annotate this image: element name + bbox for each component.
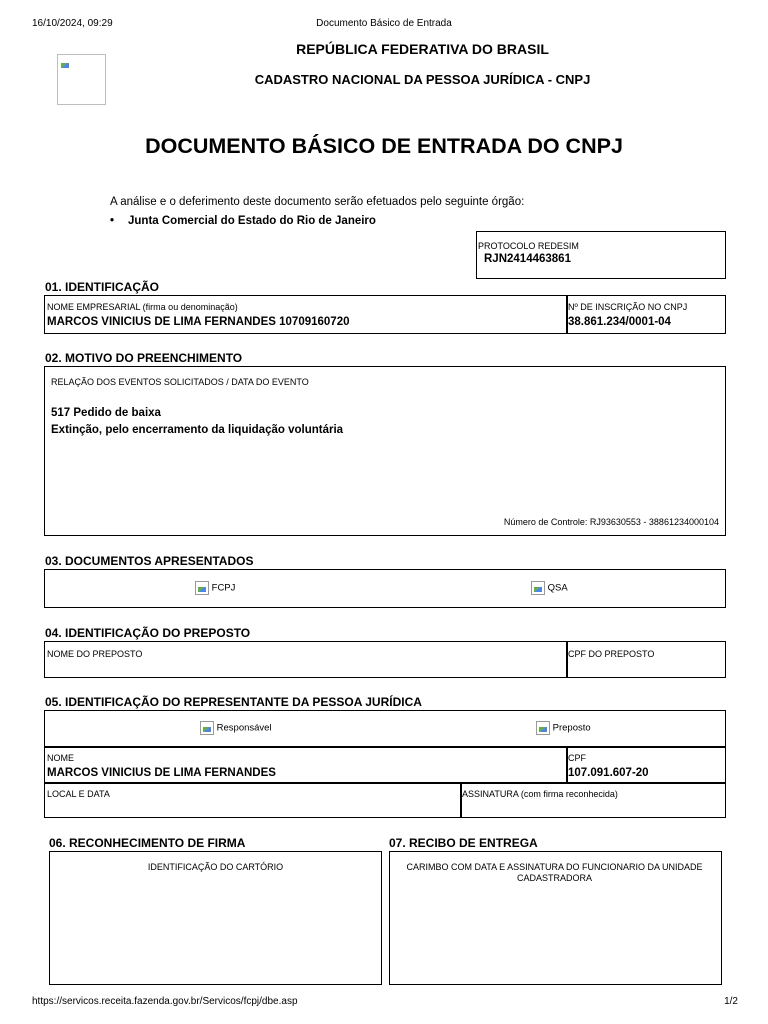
protocolo-box (476, 231, 726, 279)
checkbox-image-icon (200, 721, 214, 735)
page-title: DOCUMENTO BÁSICO DE ENTRADA DO CNPJ (145, 134, 623, 158)
assinatura-label: ASSINATURA (com firma reconhecida) (462, 789, 618, 799)
section-04-box (44, 641, 726, 678)
doc-qsa (531, 581, 568, 595)
section-04-title: 04. IDENTIFICAÇÃO DO PREPOSTO (45, 626, 251, 640)
section-01-title: 01. IDENTIFICAÇÃO (45, 280, 160, 294)
opt-responsavel (200, 721, 272, 735)
protocolo-value: RJN2414463861 (484, 253, 571, 265)
section-03-title: 03. DOCUMENTOS APRESENTADOS (45, 554, 254, 568)
section-07-box (389, 851, 722, 985)
section-05-box (44, 710, 726, 818)
representante-cpf-value: 107.091.607-20 (568, 767, 649, 779)
section-03-box (44, 569, 726, 608)
checkbox-image-icon (531, 581, 545, 595)
nome-empresarial-value: MARCOS VINICIUS DE LIMA FERNANDES 10709160720 (47, 316, 350, 328)
bullet-icon: • (110, 215, 115, 227)
numero-controle: Número de Controle: RJ93630553 - 38861234000104 (503, 517, 719, 527)
protocolo-label: PROTOCOLO REDESIM (478, 241, 579, 251)
representante-nome-label: NOME (47, 753, 74, 763)
section-06-title: 06. RECONHECIMENTO DE FIRMA (49, 836, 246, 850)
section-07-title: 07. RECIBO DE ENTREGA (389, 836, 538, 850)
section-06-box (49, 851, 382, 985)
divider (45, 746, 725, 748)
broken-image-icon (59, 56, 73, 70)
orgao-name: Junta Comercial do Estado do Rio de Janeiro (128, 215, 376, 227)
evento-2: Extinção, pelo encerramento da liquidação voluntária (51, 424, 344, 436)
doc-fcpj (195, 581, 235, 595)
nome-empresarial-label: NOME EMPRESARIAL (firma ou denominação) (47, 302, 238, 312)
divider (566, 642, 568, 677)
opt-preposto-label: Preposto (552, 722, 591, 734)
cnpj-label: Nº DE INSCRIÇÃO NO CNPJ (568, 302, 688, 312)
checkbox-image-icon (536, 721, 550, 735)
opt-responsavel-label: Responsável (216, 722, 272, 734)
evento-1: 517 Pedido de baixa (51, 407, 161, 419)
recibo-label: CARIMBO COM DATA E ASSINATURA DO FUNCIONARIO DA UNIDADE CADASTRADORA (406, 862, 703, 883)
cartorio-label: IDENTIFICAÇÃO DO CARTÓRIO (147, 862, 284, 872)
print-datetime: 16/10/2024, 09:29 (32, 18, 113, 29)
header-line2: CADASTRO NACIONAL DA PESSOA JURÍDICA - CNPJ (254, 72, 591, 87)
eventos-label: RELAÇÃO DOS EVENTOS SOLICITADOS / DATA DO EVENTO (51, 377, 309, 387)
print-page-title: Documento Básico de Entrada (316, 18, 452, 29)
representante-nome-value: MARCOS VINICIUS DE LIMA FERNANDES (47, 767, 276, 779)
divider (45, 782, 725, 784)
section-05-title: 05. IDENTIFICAÇÃO DO REPRESENTANTE DA PESSOA JURÍDICA (45, 695, 422, 709)
representante-cpf-label: CPF (568, 753, 586, 763)
opt-preposto (536, 721, 591, 735)
doc-qsa-label: QSA (547, 582, 568, 594)
section-02-title: 02. MOTIVO DO PREENCHIMENTO (45, 351, 243, 365)
header-line1: REPÚBLICA FEDERATIVA DO BRASIL (296, 41, 549, 57)
doc-fcpj-label: FCPJ (211, 582, 236, 594)
checkbox-image-icon (195, 581, 209, 595)
logo-image (57, 54, 106, 105)
orgao-item (110, 215, 376, 227)
divider (460, 782, 462, 818)
nome-preposto-label: NOME DO PREPOSTO (47, 649, 143, 659)
intro-text: A análise e o deferimento deste documento serão efetuados pelo seguinte órgão: (110, 196, 525, 208)
cnpj-value: 38.861.234/0001-04 (568, 316, 671, 328)
cpf-preposto-label: CPF DO PREPOSTO (568, 649, 655, 659)
print-page-number: 1/2 (724, 996, 738, 1007)
section-01-box (44, 295, 726, 334)
local-data-label: LOCAL E DATA (47, 789, 110, 799)
section-02-box (44, 366, 726, 536)
print-url: https://servicos.receita.fazenda.gov.br/Servicos/fcpj/dbe.asp (32, 996, 298, 1007)
